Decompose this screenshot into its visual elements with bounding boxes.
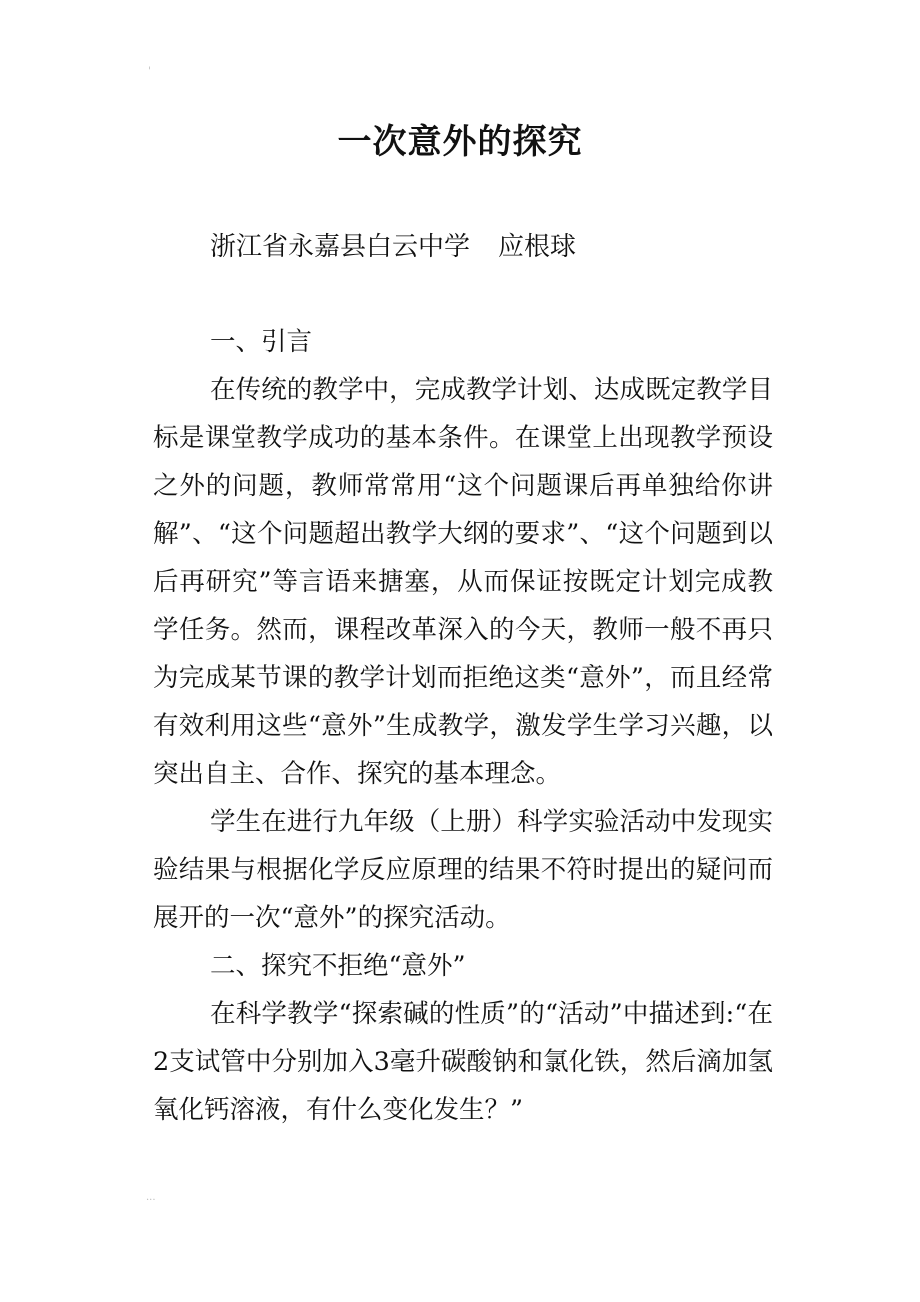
page-corner-mark-top: ' [148, 66, 151, 77]
paragraph: 在科学教学“探索碱的性质”的“活动”中描述到:“在2支试管中分别加入3毫升碳酸钠和氯化铁，然后滴加氢氧化钙溶液，有什么变化发生？” [153, 999, 773, 1125]
page-corner-mark-bottom: ... [146, 1192, 156, 1203]
section-heading-intro: 一、引言 [210, 327, 313, 357]
author-name: 应根球 [498, 232, 577, 262]
document-body [153, 318, 773, 1134]
section-heading-inquiry: 二、探究不拒绝“意外” [210, 951, 466, 981]
document-title: 一次意外的探究 [337, 122, 583, 162]
author-line [210, 226, 576, 263]
author-school: 浙江省永嘉县白云中学 [210, 232, 471, 262]
paragraph: 学生在进行九年级（上册）科学实验活动中发现实验结果与根据化学反应原理的结果不符时提出的疑问而展开的一次“意外”的探究活动。 [153, 807, 773, 933]
paragraph: 在传统的教学中，完成教学计划、达成既定教学目标是课堂教学成功的基本条件。在课堂上出现教学预设之外的问题，教师常常用“这个问题课后再单独给你讲解”、“这个问题超出教学大纲的要求”、“这个问题到以后再研究”等言语来搪塞，从而保证按既定计划完成教学任务。然而，课程改革深入的今天，教师一般不再只为完成某节课的教学计划而拒绝这类“意外”，而且经常有效利用这些“意外”生成教学，激发学生学习兴趣，以突出自主、合作、探究的基本理念。 [153, 375, 773, 789]
